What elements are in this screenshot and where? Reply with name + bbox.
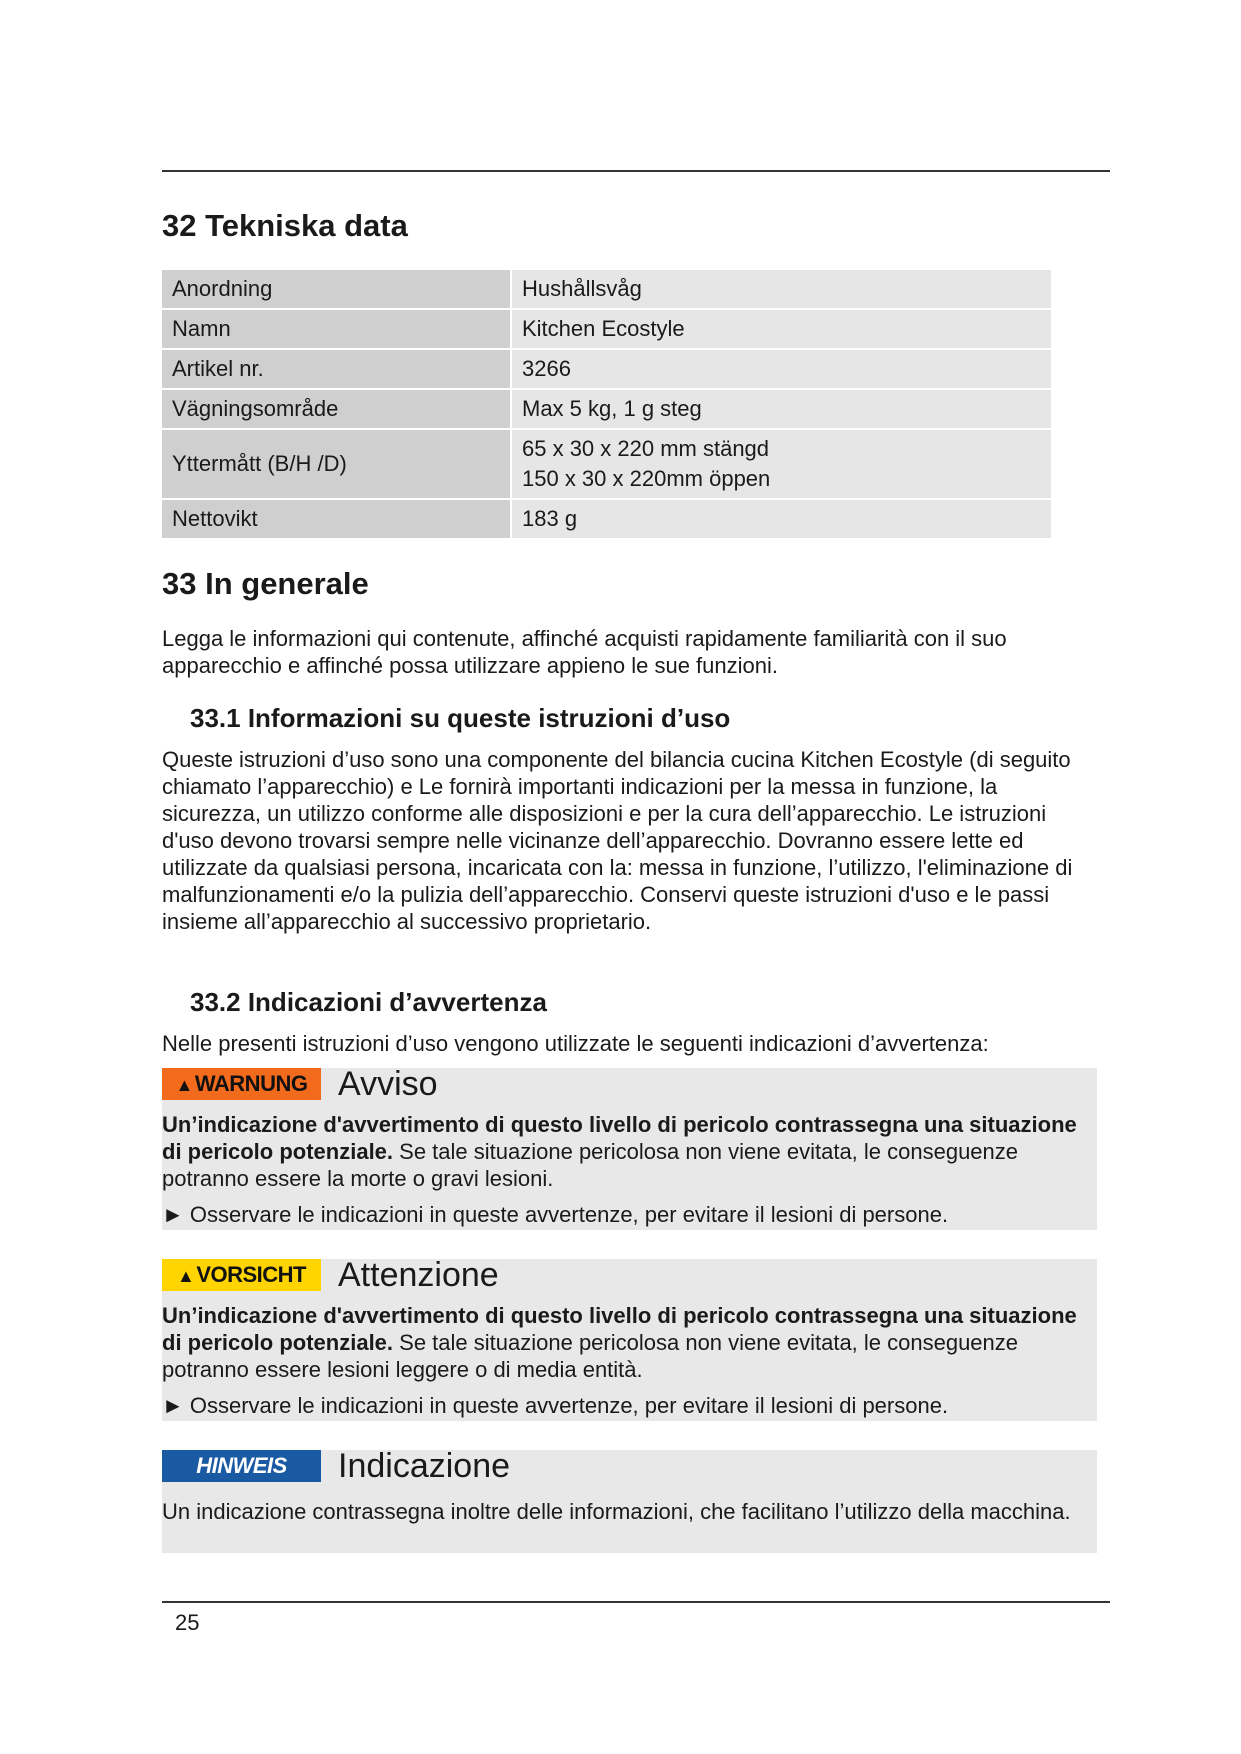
- table-key: Artikel nr.: [162, 350, 512, 388]
- warning-text: [162, 1111, 1082, 1192]
- warning-title: Attenzione: [338, 1256, 499, 1294]
- subsection-33-2-intro: Nelle presenti istruzioni d’uso vengono utilizzate le seguenti indicazioni d’avvertenza:: [162, 1031, 989, 1056]
- warning-triangle-icon: ▲: [175, 1075, 193, 1095]
- table-key: Anordning: [162, 270, 512, 308]
- page-number: 25: [175, 1610, 200, 1635]
- table-key: Yttermått (B/H /D): [162, 430, 512, 498]
- table-value-line: 150 x 30 x 220mm öppen: [522, 466, 771, 491]
- warnung-badge: [162, 1068, 321, 1100]
- warning-title: Avviso: [338, 1065, 438, 1103]
- subsection-33-1-text: Queste istruzioni d’uso sono una componente del bilancia cucina Kitchen Ecostyle (di seguito chiamato l’apparecchio) e Le fornirà importanti indicazioni per la messa in funzione, la sicurezza, un utilizzo conforme alle disposizioni e per la cura dell’apparecchio. Le istruzioni d'uso devono trovarsi sempre nelle vicinanze dell’apparecchio. Dovranno essere lette ed utilizzate da qualsiasi persona, incaricata con la: messa in funzione, l’utilizzo, l'eliminazione di malfunzionamenti e/o la pulizia dell’apparecchio. Conservi queste istruzioni d'uso e le passi insieme all’apparecchio al successivo proprietario.: [162, 747, 1073, 934]
- table-row: [162, 310, 1051, 348]
- warning-text-rest: Se tale situazione pericolosa non viene evitata, le conseguenze potranno essere lesioni leggere o di media entità.: [162, 1330, 1019, 1382]
- warning-box-avviso: [162, 1065, 1097, 1230]
- section-33-intro: Legga le informazioni qui contenute, affinché acquisti rapidamente familiarità con il suo apparecchio e affinché possa utilizzare appieno le sue funzioni.: [162, 626, 1007, 678]
- table-row: [162, 350, 1051, 388]
- table-key: Namn: [162, 310, 512, 348]
- footer-rule: [162, 1601, 1110, 1603]
- notice-title: Indicazione: [338, 1447, 511, 1485]
- table-row: [162, 390, 1051, 428]
- vorsicht-badge: [162, 1259, 321, 1291]
- subsection-33-2-title: 33.2 Indicazioni d’avvertenza: [190, 987, 547, 1017]
- table-row: [162, 500, 1051, 538]
- table-row: [162, 270, 1051, 308]
- table-value: Max 5 kg, 1 g steg: [512, 390, 1051, 428]
- warning-triangle-icon: ▲: [176, 1266, 195, 1286]
- badge-label: VORSICHT: [196, 1262, 306, 1287]
- notice-box-indicazione: [162, 1447, 1097, 1553]
- table-value: Kitchen Ecostyle: [512, 310, 1051, 348]
- warning-action: ► Osservare le indicazioni in queste avvertenze, per evitare il lesioni di persone.: [162, 1393, 949, 1418]
- warning-text-bold: Un’indicazione d'avvertimento di questo livello di pericolo contrassegna una situazione di pericolo potenziale.: [162, 1303, 1077, 1355]
- subsection-33-1-title: 33.1 Informazioni su queste istruzioni d’uso: [190, 703, 731, 733]
- section-33-title: 33 In generale: [162, 566, 369, 601]
- table-row: [162, 430, 1051, 498]
- warning-action: ► Osservare le indicazioni in queste avvertenze, per evitare il lesioni di persone.: [162, 1202, 949, 1227]
- hinweis-badge: HINWEIS: [162, 1450, 321, 1482]
- warning-text: [162, 1302, 1082, 1383]
- table-value: 3266: [512, 350, 1051, 388]
- header-rule: [162, 170, 1110, 172]
- warning-text-rest: Se tale situazione pericolosa non viene evitata, le conseguenze potranno essere la morte o gravi lesioni.: [162, 1139, 1019, 1191]
- table-value: [512, 430, 1051, 498]
- notice-text: Un indicazione contrassegna inoltre delle informazioni, che facilitano l’utilizzo della macchina.: [162, 1499, 1071, 1524]
- table-value: Hushållsvåg: [512, 270, 1051, 308]
- table-value-line: 65 x 30 x 220 mm stängd: [522, 436, 770, 461]
- tech-data-table: [162, 268, 1051, 540]
- table-key: Vägningsområde: [162, 390, 512, 428]
- badge-label: WARNUNG: [194, 1071, 308, 1096]
- section-32-title: 32 Tekniska data: [162, 208, 408, 243]
- table-key: Nettovikt: [162, 500, 512, 538]
- warning-box-attenzione: [162, 1256, 1097, 1421]
- warning-text-bold: Un’indicazione d'avvertimento di questo livello di pericolo contrassegna una situazione di pericolo potenziale.: [162, 1112, 1077, 1164]
- table-value: 183 g: [512, 500, 1051, 538]
